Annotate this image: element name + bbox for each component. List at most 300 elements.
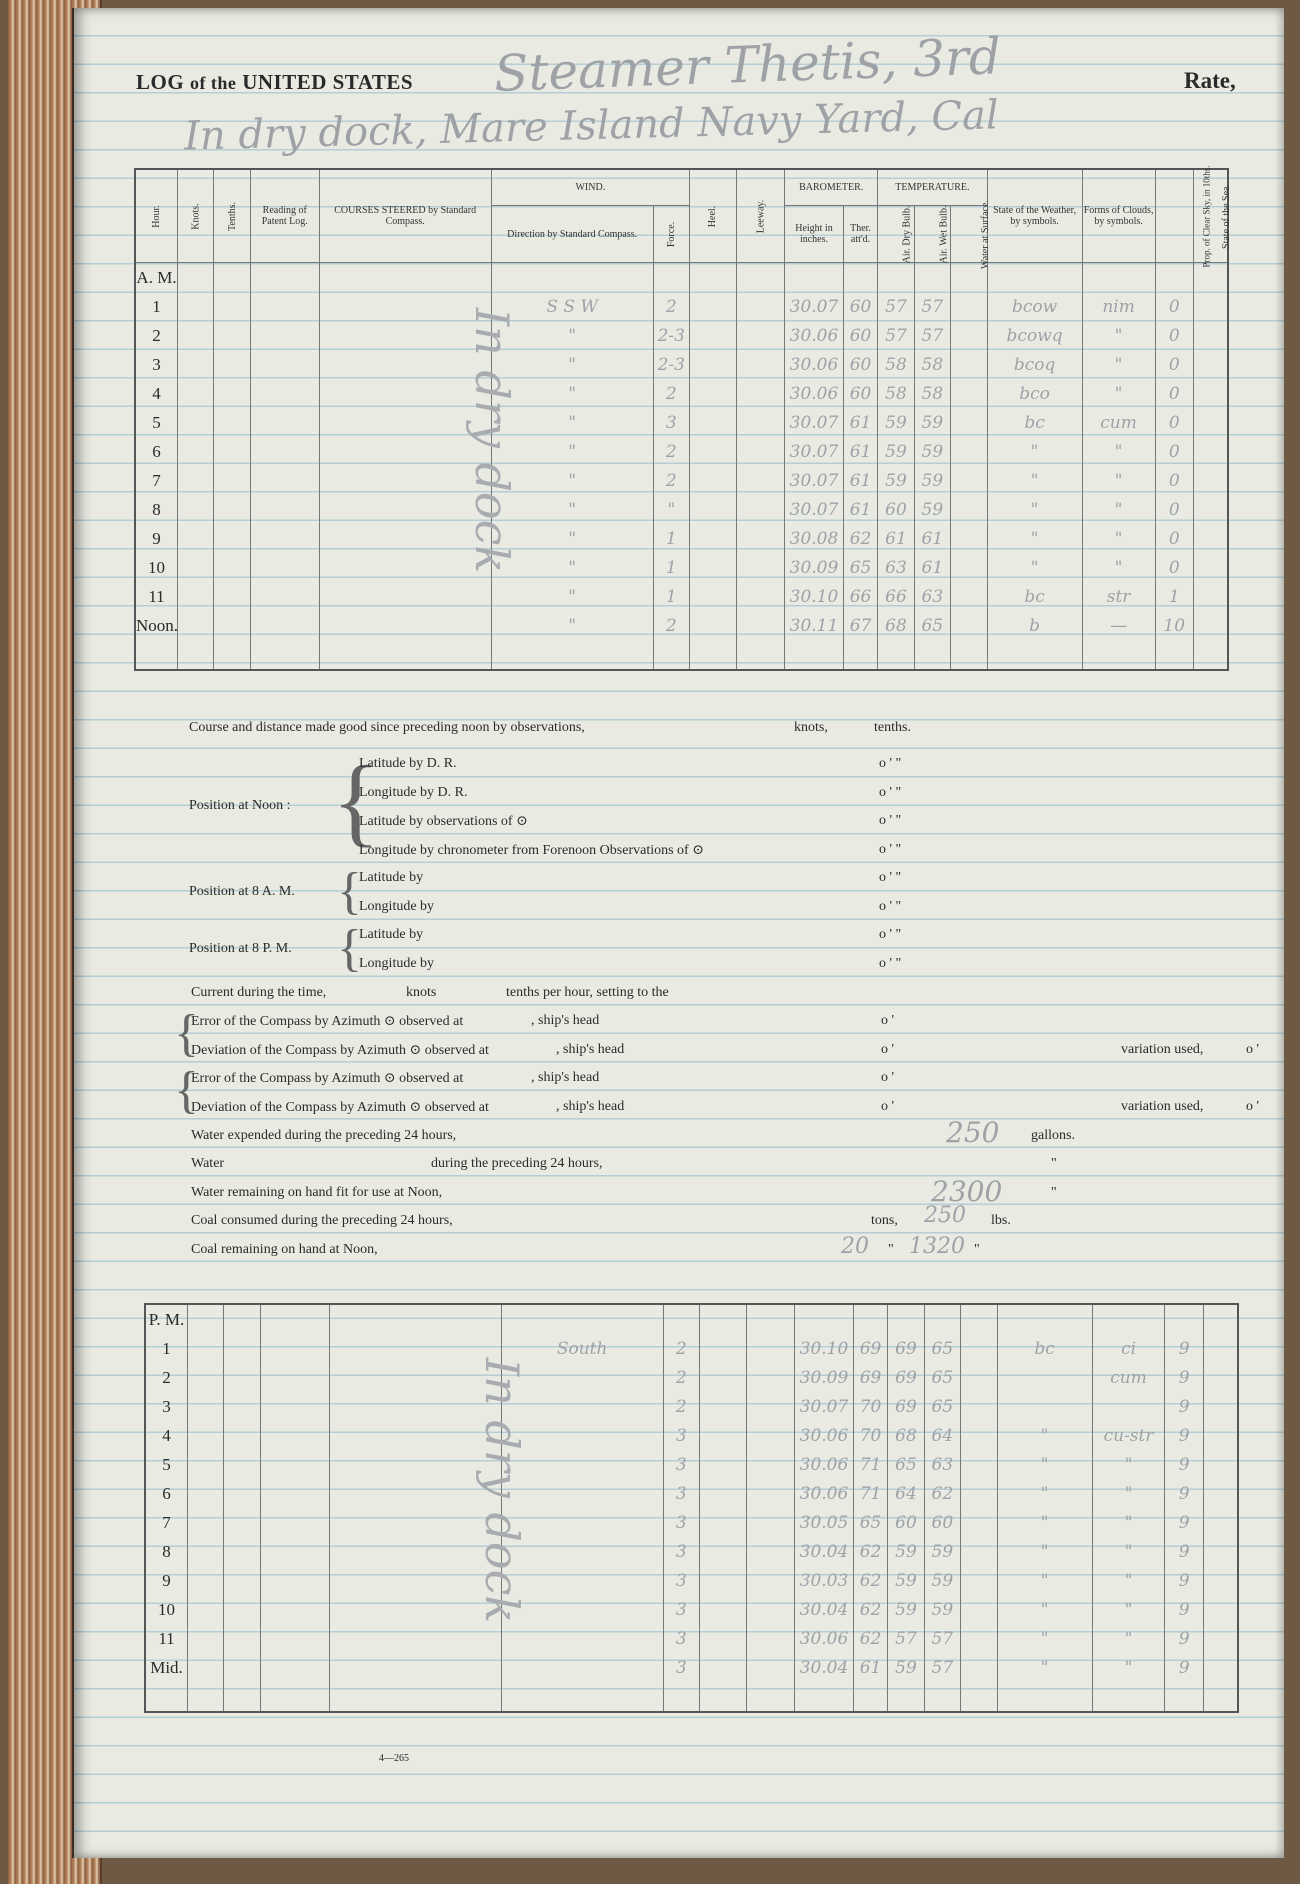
cell-weather: bc <box>987 408 1082 437</box>
col-sea: State of the Sea. <box>1220 183 1232 249</box>
table-row <box>135 437 1228 466</box>
col-temp-wet: Air. Wet Bulb. <box>938 205 950 263</box>
cell-force: 3 <box>663 1479 699 1508</box>
table-row <box>145 1479 1238 1508</box>
cell-dry: 58 <box>878 350 914 379</box>
cell-hour: 6 <box>135 437 178 466</box>
lat-obs-label: Latitude by observations of ⊙ <box>359 814 528 829</box>
deg-marks: o ' " <box>879 927 902 942</box>
deg-marks: o ' " <box>879 899 902 914</box>
cell-height: 30.07 <box>795 1392 854 1421</box>
cell-hour: 4 <box>145 1421 188 1450</box>
ship-name-handwritten: Steamer Thetis, 3rd <box>493 27 1002 103</box>
cell-sky: 9 <box>1165 1363 1203 1392</box>
cell-clouds: cum <box>1082 408 1155 437</box>
cell-sky: 9 <box>1165 1653 1203 1682</box>
col-courses: COURSES STEERED by Standard Compass. <box>319 169 491 263</box>
cell-ther: 62 <box>853 1537 887 1566</box>
cell-dir: " <box>491 495 653 524</box>
cell-height: 30.07 <box>785 408 844 437</box>
table-row <box>135 408 1228 437</box>
cell-weather <box>997 1363 1092 1392</box>
deg-marks: o ' " <box>879 813 902 828</box>
cell-weather <box>997 1392 1092 1421</box>
table-row <box>145 1334 1238 1363</box>
cell-dry: 61 <box>878 524 914 553</box>
position-8am-label: Position at 8 A. M. <box>189 884 295 899</box>
cell-weather: bc <box>997 1334 1092 1363</box>
cell-clouds: " <box>1082 553 1155 582</box>
cell-clouds: ci <box>1092 1334 1165 1363</box>
cell-sky: 0 <box>1155 466 1193 495</box>
cell-dir: " <box>491 611 653 640</box>
cell-force: 2 <box>653 466 689 495</box>
cell-sky: 9 <box>1165 1566 1203 1595</box>
cell-force: 3 <box>663 1421 699 1450</box>
cell-dir: " <box>491 553 653 582</box>
cell-dry: 59 <box>878 408 914 437</box>
cell-dry: 68 <box>878 611 914 640</box>
cell-clouds: " <box>1082 524 1155 553</box>
cell-weather: " <box>997 1421 1092 1450</box>
table-row <box>145 1624 1238 1653</box>
cell-sky: 0 <box>1155 350 1193 379</box>
cell-dry: 57 <box>878 292 914 321</box>
long-dr-label: Longitude by D. R. <box>359 785 468 800</box>
cell-wet: 58 <box>914 350 950 379</box>
cell-weather: bcow <box>987 292 1082 321</box>
cell-height: 30.06 <box>795 1421 854 1450</box>
cell-ther: 71 <box>853 1479 887 1508</box>
cell-wet: 61 <box>914 524 950 553</box>
water-expended-line: Water expended during the preceding 24 hours, 250 gallons. <box>191 1116 1075 1149</box>
cell-dry: 64 <box>888 1479 924 1508</box>
rate-label: Rate, <box>1184 68 1236 93</box>
cell-ther: 61 <box>843 437 877 466</box>
cell-ther: 69 <box>853 1334 887 1363</box>
cell-sky: 9 <box>1165 1421 1203 1450</box>
cell-force: 3 <box>663 1537 699 1566</box>
cell-dir: South <box>501 1334 663 1363</box>
cell-sky: 0 <box>1155 292 1193 321</box>
cell-weather: " <box>997 1624 1092 1653</box>
am-label: A. M. <box>135 263 178 293</box>
location-handwritten: In dry dock, Mare Island Navy Yard, Cal <box>183 92 1000 160</box>
pm-label: P. M. <box>145 1304 188 1334</box>
table-row <box>135 582 1228 611</box>
cell-height: 30.10 <box>795 1334 854 1363</box>
water-remaining-line: Water remaining on hand fit for use at Noon, 2300 " <box>191 1175 1057 1208</box>
col-temp-water: Water at Surface. <box>980 199 992 269</box>
table-row-filler <box>145 1682 1238 1712</box>
cell-hour: 3 <box>135 350 178 379</box>
cell-wet: 65 <box>924 1334 960 1363</box>
water-during-line: Water during the preceding 24 hours, " <box>191 1156 1057 1171</box>
cell-weather: " <box>997 1450 1092 1479</box>
cell-ther: 61 <box>843 495 877 524</box>
cell-sky: 1 <box>1155 582 1193 611</box>
coal-remaining-line: Coal remaining on hand at Noon, 20 " 1320 " <box>191 1234 980 1259</box>
cell-clouds: " <box>1092 1566 1165 1595</box>
cell-height: 30.08 <box>785 524 844 553</box>
cell-weather: " <box>987 524 1082 553</box>
cell-clouds: " <box>1092 1653 1165 1682</box>
cell-dir: S S W <box>491 292 653 321</box>
am-course-handwritten: In dry dock <box>465 308 519 574</box>
cell-weather: " <box>987 495 1082 524</box>
cell-clouds <box>1092 1392 1165 1421</box>
position-noon-label: Position at Noon : <box>189 798 291 813</box>
cell-force: 3 <box>663 1653 699 1682</box>
cell-dry: 58 <box>878 379 914 408</box>
col-temperature: TEMPERATURE. <box>878 169 987 206</box>
cell-wet: 57 <box>914 292 950 321</box>
cell-hour: 5 <box>135 408 178 437</box>
cell-hour: 10 <box>145 1595 188 1624</box>
cell-dry: 65 <box>888 1450 924 1479</box>
col-baro-height: Height in inches. <box>785 206 844 263</box>
cell-ther: 60 <box>843 321 877 350</box>
cell-hour: 1 <box>145 1334 188 1363</box>
cell-ther: 62 <box>853 1624 887 1653</box>
cell-wet: 62 <box>924 1479 960 1508</box>
cell-dry: 60 <box>878 495 914 524</box>
cell-clouds: " <box>1082 321 1155 350</box>
cell-dir <box>501 1624 663 1653</box>
deg-marks: o ' " <box>879 842 902 857</box>
cell-force: 1 <box>653 582 689 611</box>
lat-8am-label: Latitude by <box>359 870 424 885</box>
cell-wet: 63 <box>924 1450 960 1479</box>
cell-force: 1 <box>653 524 689 553</box>
deg-marks: o ' " <box>879 785 902 800</box>
cell-ther: 65 <box>843 553 877 582</box>
cell-height: 30.07 <box>785 292 844 321</box>
position-8pm-label: Position at 8 P. M. <box>189 941 292 956</box>
table-row <box>145 1537 1238 1566</box>
cell-sky: 9 <box>1165 1624 1203 1653</box>
cell-ther: 66 <box>843 582 877 611</box>
cell-ther: 69 <box>853 1363 887 1392</box>
cell-height: 30.09 <box>785 553 844 582</box>
cell-dry: 69 <box>888 1363 924 1392</box>
am-log-body <box>135 263 1228 671</box>
cell-wet: 58 <box>914 379 950 408</box>
long-8am-label: Longitude by <box>359 899 435 914</box>
cell-hour: 2 <box>135 321 178 350</box>
cell-dir: " <box>491 350 653 379</box>
cell-clouds: " <box>1092 1450 1165 1479</box>
cell-hour: 2 <box>145 1363 188 1392</box>
cell-clouds: " <box>1082 466 1155 495</box>
cell-height: 30.03 <box>795 1566 854 1595</box>
deg-marks: o ' " <box>879 870 902 885</box>
cell-weather: bco <box>987 379 1082 408</box>
cell-sky: 9 <box>1165 1392 1203 1421</box>
cell-ther: 67 <box>843 611 877 640</box>
pm-log-table <box>144 1303 1239 1713</box>
cell-ther: 62 <box>853 1595 887 1624</box>
cell-clouds: " <box>1092 1537 1165 1566</box>
cell-wet: 61 <box>914 553 950 582</box>
cell-wet: 59 <box>924 1537 960 1566</box>
cell-dry: 59 <box>888 1537 924 1566</box>
cell-ther: 70 <box>853 1392 887 1421</box>
cell-sky: 9 <box>1165 1537 1203 1566</box>
course-made-good-line: Course and distance made good since preceding noon by observations, knots, tenths. <box>189 720 911 735</box>
cell-height: 30.06 <box>795 1624 854 1653</box>
cell-hour: 5 <box>145 1450 188 1479</box>
cell-hour: 11 <box>145 1624 188 1653</box>
cell-ther: 62 <box>843 524 877 553</box>
cell-wet: 59 <box>914 466 950 495</box>
table-row <box>145 1653 1238 1682</box>
table-row <box>135 379 1228 408</box>
cell-wet: 57 <box>914 321 950 350</box>
cell-height: 30.11 <box>785 611 844 640</box>
cell-dry: 69 <box>888 1334 924 1363</box>
cell-height: 30.06 <box>785 350 844 379</box>
coal-consumed-line: Coal consumed during the preceding 24 hours, tons, 250 lbs. <box>191 1203 1011 1228</box>
col-leeway: Leeway. <box>754 199 766 233</box>
cell-force: 3 <box>663 1595 699 1624</box>
cell-force: 3 <box>653 408 689 437</box>
cell-hour: 8 <box>145 1537 188 1566</box>
cell-wet: 57 <box>924 1624 960 1653</box>
cell-clouds: " <box>1082 437 1155 466</box>
table-row <box>135 350 1228 379</box>
cell-height: 30.06 <box>795 1450 854 1479</box>
cell-dry: 59 <box>888 1595 924 1624</box>
col-barometer: BAROMETER. <box>785 169 878 206</box>
cell-weather: " <box>997 1566 1092 1595</box>
col-hour: Hour. <box>151 204 162 228</box>
cell-wet: 64 <box>924 1421 960 1450</box>
cell-hour: 7 <box>145 1508 188 1537</box>
cell-ther: 71 <box>853 1450 887 1479</box>
cell-force: 3 <box>663 1450 699 1479</box>
error-compass-line-2: Error of the Compass by Azimuth ⊙ observed at , ship's head o ' <box>191 1070 895 1086</box>
pm-log-body <box>145 1304 1238 1712</box>
cell-ther: 65 <box>853 1508 887 1537</box>
cell-ther: 60 <box>843 350 877 379</box>
lat-8pm-label: Latitude by <box>359 927 424 942</box>
table-row <box>135 321 1228 350</box>
cell-dry: 69 <box>888 1392 924 1421</box>
cell-hour: 4 <box>135 379 178 408</box>
cell-height: 30.04 <box>795 1595 854 1624</box>
cell-weather: " <box>987 553 1082 582</box>
cell-height: 30.04 <box>795 1653 854 1682</box>
cell-hour: 3 <box>145 1392 188 1421</box>
cell-height: 30.07 <box>785 466 844 495</box>
cell-clouds: " <box>1092 1508 1165 1537</box>
cell-force: 2 <box>653 292 689 321</box>
cell-weather: " <box>987 437 1082 466</box>
cell-force: 2 <box>653 379 689 408</box>
cell-hour: 11 <box>135 582 178 611</box>
cell-weather: " <box>987 466 1082 495</box>
compass-brace-2: { <box>174 1062 199 1119</box>
deg-marks: o ' " <box>879 956 902 971</box>
cell-wet: 59 <box>914 408 950 437</box>
col-wind-force: Force. <box>665 221 677 247</box>
cell-ther: 61 <box>853 1653 887 1682</box>
cell-sky: 0 <box>1155 379 1193 408</box>
cell-sky: 9 <box>1165 1595 1203 1624</box>
cell-dir: " <box>491 466 653 495</box>
cell-dir: " <box>491 408 653 437</box>
cell-sky: 0 <box>1155 437 1193 466</box>
cell-force: 3 <box>663 1566 699 1595</box>
cell-dir: " <box>491 524 653 553</box>
cell-height: 30.10 <box>785 582 844 611</box>
table-row <box>145 1421 1238 1450</box>
cell-dry: 66 <box>878 582 914 611</box>
col-heel: Heel. <box>707 205 719 227</box>
form-code: 4—265 <box>379 1753 409 1764</box>
cell-clouds: nim <box>1082 292 1155 321</box>
table-row <box>145 1363 1238 1392</box>
cell-clouds: " <box>1092 1624 1165 1653</box>
cell-hour: 6 <box>145 1479 188 1508</box>
table-row-filler <box>135 640 1228 670</box>
cell-wet: 59 <box>914 437 950 466</box>
cell-dir: " <box>491 437 653 466</box>
table-row <box>135 466 1228 495</box>
compass-brace-1: { <box>174 1005 199 1062</box>
col-clear-sky: Prop. of Clear Sky, in 10ths. <box>1200 165 1211 267</box>
cell-dry: 57 <box>878 321 914 350</box>
col-patent-log: Reading of Patent Log. <box>250 169 319 263</box>
lat-dr-label: Latitude by D. R. <box>359 756 457 771</box>
cell-hour: 1 <box>135 292 178 321</box>
table-row <box>145 1595 1238 1624</box>
pm-course-handwritten: In dry dock <box>475 1358 529 1624</box>
am-log-table <box>134 165 1232 671</box>
deviation-compass-line-1: Deviation of the Compass by Azimuth ⊙ observed at , ship's head o ' variation used, o ' <box>191 1042 1260 1058</box>
col-temp-dry: Air. Dry Bulb. <box>901 205 913 263</box>
cell-weather: bcoq <box>987 350 1082 379</box>
cell-hour: 8 <box>135 495 178 524</box>
cell-height: 30.05 <box>795 1508 854 1537</box>
cell-dry: 59 <box>888 1653 924 1682</box>
cell-force: 1 <box>653 553 689 582</box>
table-row <box>135 292 1228 321</box>
cell-hour: 10 <box>135 553 178 582</box>
cell-clouds: " <box>1082 350 1155 379</box>
cell-sky: 0 <box>1155 553 1193 582</box>
cell-dry: 68 <box>888 1421 924 1450</box>
cell-force: 3 <box>663 1508 699 1537</box>
cell-sky: 0 <box>1155 408 1193 437</box>
cell-weather: " <box>997 1595 1092 1624</box>
cell-hour: 7 <box>135 466 178 495</box>
cell-force: " <box>653 495 689 524</box>
cell-clouds: str <box>1082 582 1155 611</box>
table-row <box>145 1450 1238 1479</box>
cell-sky: 0 <box>1155 495 1193 524</box>
cell-dir: " <box>491 379 653 408</box>
cell-dir <box>501 1653 663 1682</box>
cell-clouds: " <box>1082 495 1155 524</box>
deviation-compass-line-2: Deviation of the Compass by Azimuth ⊙ observed at , ship's head o ' variation used, o ' <box>191 1099 1260 1115</box>
col-knots: Knots. <box>190 202 202 230</box>
cell-dry: 59 <box>888 1566 924 1595</box>
current-line: Current during the time, knots tenths per hour, setting to the <box>191 985 669 1000</box>
cell-wet: 60 <box>924 1508 960 1537</box>
cell-ther: 62 <box>853 1566 887 1595</box>
cell-sky: 9 <box>1165 1450 1203 1479</box>
cell-dir: " <box>491 321 653 350</box>
table-row <box>135 611 1228 640</box>
am8-brace: { <box>337 863 362 920</box>
cell-weather: " <box>997 1508 1092 1537</box>
cell-force: 3 <box>663 1624 699 1653</box>
col-weather: State of the Weather, by symbols. <box>987 169 1082 263</box>
cell-wet: 59 <box>924 1595 960 1624</box>
cell-sky: 9 <box>1165 1479 1203 1508</box>
cell-weather: " <box>997 1537 1092 1566</box>
col-clouds: Forms of Clouds, by symbols. <box>1082 169 1155 263</box>
cell-sky: 0 <box>1155 321 1193 350</box>
cell-hour: 9 <box>135 524 178 553</box>
cell-ther: 60 <box>843 292 877 321</box>
cell-force: 2-3 <box>653 321 689 350</box>
cell-ther: 60 <box>843 379 877 408</box>
cell-clouds: " <box>1092 1479 1165 1508</box>
log-page <box>72 8 1284 1858</box>
table-row <box>135 553 1228 582</box>
cell-height: 30.09 <box>795 1363 854 1392</box>
cell-sky: 10 <box>1155 611 1193 640</box>
table-row <box>145 1566 1238 1595</box>
cell-clouds: " <box>1082 379 1155 408</box>
cell-sky: 9 <box>1165 1508 1203 1537</box>
cell-dry: 59 <box>878 437 914 466</box>
cell-dry: 63 <box>878 553 914 582</box>
cell-hour: Noon. <box>135 611 178 640</box>
cell-height: 30.06 <box>795 1479 854 1508</box>
col-wind-direction: Direction by Standard Compass. <box>491 206 653 263</box>
page-title: LOG of the UNITED STATES <box>136 70 414 94</box>
cell-height: 30.06 <box>785 321 844 350</box>
cell-force: 2-3 <box>653 350 689 379</box>
cell-wet: 59 <box>924 1566 960 1595</box>
cell-clouds: cum <box>1092 1363 1165 1392</box>
cell-height: 30.07 <box>785 437 844 466</box>
table-row <box>145 1508 1238 1537</box>
col-baro-ther: Ther. att'd. <box>843 206 877 263</box>
pm8-brace: { <box>337 920 362 977</box>
cell-weather: bc <box>987 582 1082 611</box>
cell-hour: 9 <box>145 1566 188 1595</box>
cell-dir: " <box>491 582 653 611</box>
cell-weather: bcowq <box>987 321 1082 350</box>
cell-wet: 65 <box>924 1392 960 1421</box>
cell-dry: 60 <box>888 1508 924 1537</box>
cell-wet: 59 <box>914 495 950 524</box>
cell-force: 2 <box>653 611 689 640</box>
cell-force: 2 <box>663 1392 699 1421</box>
cell-weather: " <box>997 1653 1092 1682</box>
cell-height: 30.04 <box>795 1537 854 1566</box>
long-8pm-label: Longitude by <box>359 956 435 971</box>
cell-force: 2 <box>663 1334 699 1363</box>
cell-dry: 57 <box>888 1624 924 1653</box>
cell-clouds: " <box>1092 1595 1165 1624</box>
col-tenths: Tenths. <box>226 201 238 231</box>
